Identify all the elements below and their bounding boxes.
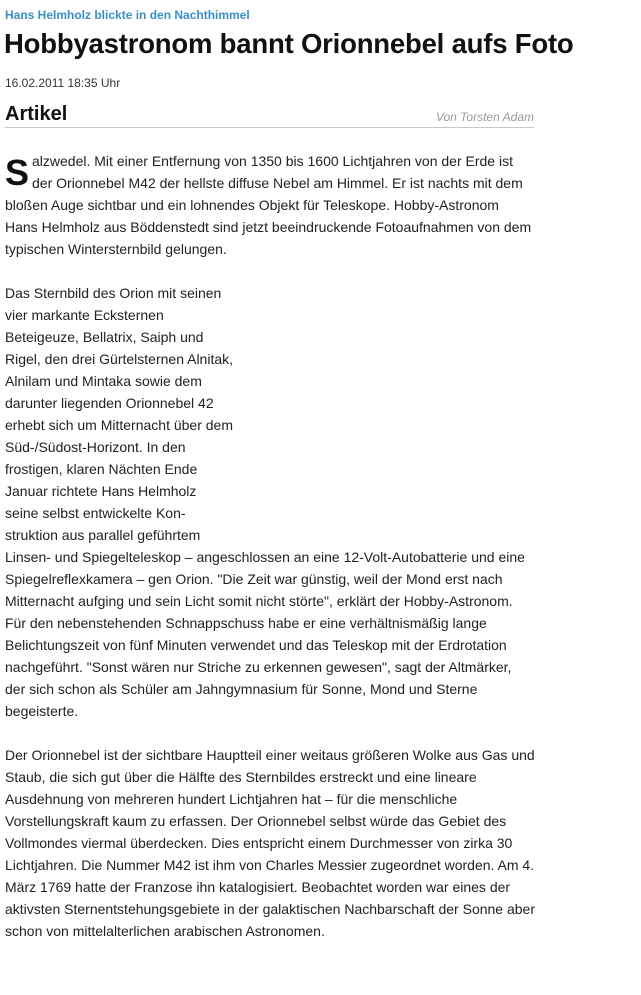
article-body xyxy=(5,150,535,964)
publish-date: 16.02.2011 18:35 Uhr xyxy=(5,76,121,90)
paragraph-orion xyxy=(5,282,535,722)
paragraph-orion-narrow-text: Das Sternbild des Orion mit seinen vier markante Ecksternen Beteigeuze, Bellatrix, Saiph und Rigel, den drei Gürtelsternen Alnitak, Alnilam und Mintaka sowie dem darunter liegenden Orionnebel 42 erhebt sich um Mitternacht über dem Süd-/Südost-Horizont. In den frostigen, klaren Nächten Ende Januar richtete Hans Helmholz seine selbst entwickelte Kon- struktion aus parallel geführtem xyxy=(5,285,234,543)
article-kicker: Hans Helmholz blickte in den Nachthimmel xyxy=(5,8,250,22)
section-title: Artikel xyxy=(5,103,68,125)
author-byline: Von Torsten Adam xyxy=(435,110,534,124)
article-headline: Hobbyastronom bannt Orionnebel aufs Foto xyxy=(4,28,574,59)
section-header xyxy=(5,102,534,128)
paragraph-nebula: Der Orionnebel ist der sichtbare Hauptteil einer weitaus größeren Wolke aus Gas und Staub, die sich gut über die Hälfte des Sternbildes erstreckt und eine lineare Ausdehnung von mehreren hundert Lichtjahren hat – für die menschliche Vorstellungskraft kaum zu erfassen. Der Orionnebel selbst würde das Gebiet des Vollmondes viermal überdecken. Dies entspricht einem Durchmesser von zirka 30 Lichtjahren. Die Nummer M42 ist ihm von Charles Messier zugeordnet worden. Am 4. März 1769 hatte der Franzose ihn katalogisiert. Beobachtet worden war eines der aktivsten Sternentstehungsgebiete in der galaktischen Nachbarschaft der Sonne aber schon von mittelalterlichen arabischen Astronomen. xyxy=(5,747,536,939)
paragraph-intro xyxy=(5,150,535,260)
paragraph-intro-text: alzwedel. Mit einer Entfernung von 1350 bis 1600 Lichtjahren von der Erde ist der Orionnebel M42 der hellste diffuse Nebel am Himmel. Er ist nachts mit dem bloßen Auge sichtbar und ein lohnendes Objekt für Teleskope. Hobby-Astronom Hans Helmholz aus Böddenstedt sind jetzt beeindruckende Fotoaufnahmen von dem typischen Wintersternbild gelungen. xyxy=(5,153,532,257)
paragraph-orion-wide-text: Linsen- und Spiegelteleskop – angeschlossen an eine 12-Volt-Autobatterie und eine Spiegelreflexkamera – gen Orion. "Die Zeit war günstig, weil der Mond erst nach Mitternacht aufging und sein Licht somit nicht störte", erklärt der Hobby-Astronom. Für den nebenstehenden Schnappschuss habe er eine verhältnismäßig lange Belichtungszeit von fünf Minuten verwendet und das Teleskop mit der Erdrotation nachgeführt. "Sonst wären nur Striche zu erkennen gewesen", sagt der Altmärker, der sich schon als Schüler am Jahngymnasium für Sonne, Mond und Sterne begeisterte. xyxy=(5,549,525,719)
drop-cap: S xyxy=(5,152,30,193)
